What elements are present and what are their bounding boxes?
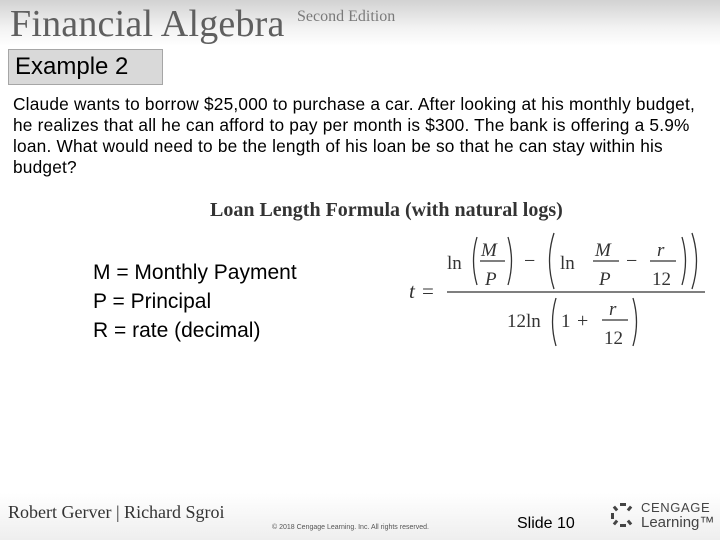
left-paren: [474, 237, 478, 285]
number-one: 1: [561, 311, 571, 332]
variable-definitions: [93, 258, 297, 345]
header-band: [0, 0, 720, 46]
right-paren: [682, 237, 686, 285]
number-twelve: 12: [652, 269, 671, 290]
formula-equals: =: [422, 279, 434, 303]
book-edition: Second Edition: [297, 8, 396, 25]
var-p: P: [599, 269, 611, 290]
authors: Robert Gerver | Richard Sgroi: [8, 502, 225, 522]
minus-sign: −: [626, 250, 638, 272]
definition-symbol: M =: [93, 261, 129, 284]
left-paren: [550, 233, 555, 289]
plus-sign: +: [577, 310, 589, 332]
definition-meaning: rate (decimal): [126, 319, 261, 342]
minus-sign: −: [524, 250, 536, 272]
twelve-ln-label: 12ln: [507, 311, 541, 332]
right-paren: [633, 298, 637, 346]
definition-item: [93, 316, 297, 345]
problem-statement: Claude wants to borrow $25,000 to purchase a car. After looking at his monthly budget, he realizes that all he can afford to pay per month is $300. The bank is offering a 5.9% loan. What would need to be the length of his loan be so that he can stay within his budget?: [13, 94, 695, 177]
definition-symbol: P =: [93, 290, 125, 313]
example-label: Example 2: [15, 53, 129, 80]
right-paren: [508, 237, 512, 285]
left-paren: [553, 298, 557, 346]
loan-length-formula: [400, 232, 710, 357]
copyright-notice: © 2018 Cengage Learning. Inc. All rights reserved.: [272, 524, 429, 531]
formula-heading: Loan Length Formula (with natural logs): [210, 199, 563, 221]
book-title: Financial Algebra: [10, 3, 285, 45]
definition-item: [93, 287, 297, 316]
publisher-name: CENGAGE: [641, 500, 711, 515]
var-r: r: [657, 240, 665, 261]
publisher-subname: Learning™: [641, 514, 715, 531]
cengage-logo-icon: [610, 502, 636, 528]
formula-lhs: t: [409, 279, 415, 303]
example-label-box: [8, 49, 163, 85]
definition-meaning: Monthly Payment: [128, 261, 297, 284]
var-r: r: [609, 299, 617, 320]
footer-band: [0, 493, 720, 540]
right-paren: [692, 233, 697, 289]
ln-label: ln: [560, 253, 575, 274]
definition-item: [93, 258, 297, 287]
var-m: M: [595, 240, 611, 261]
slide-number: Slide 10: [517, 515, 575, 532]
definition-meaning: Principal: [124, 290, 212, 313]
number-twelve: 12: [604, 328, 623, 349]
definition-symbol: R =: [93, 319, 127, 342]
var-p: P: [485, 269, 497, 290]
var-m: M: [481, 240, 497, 261]
ln-label: ln: [447, 253, 462, 274]
